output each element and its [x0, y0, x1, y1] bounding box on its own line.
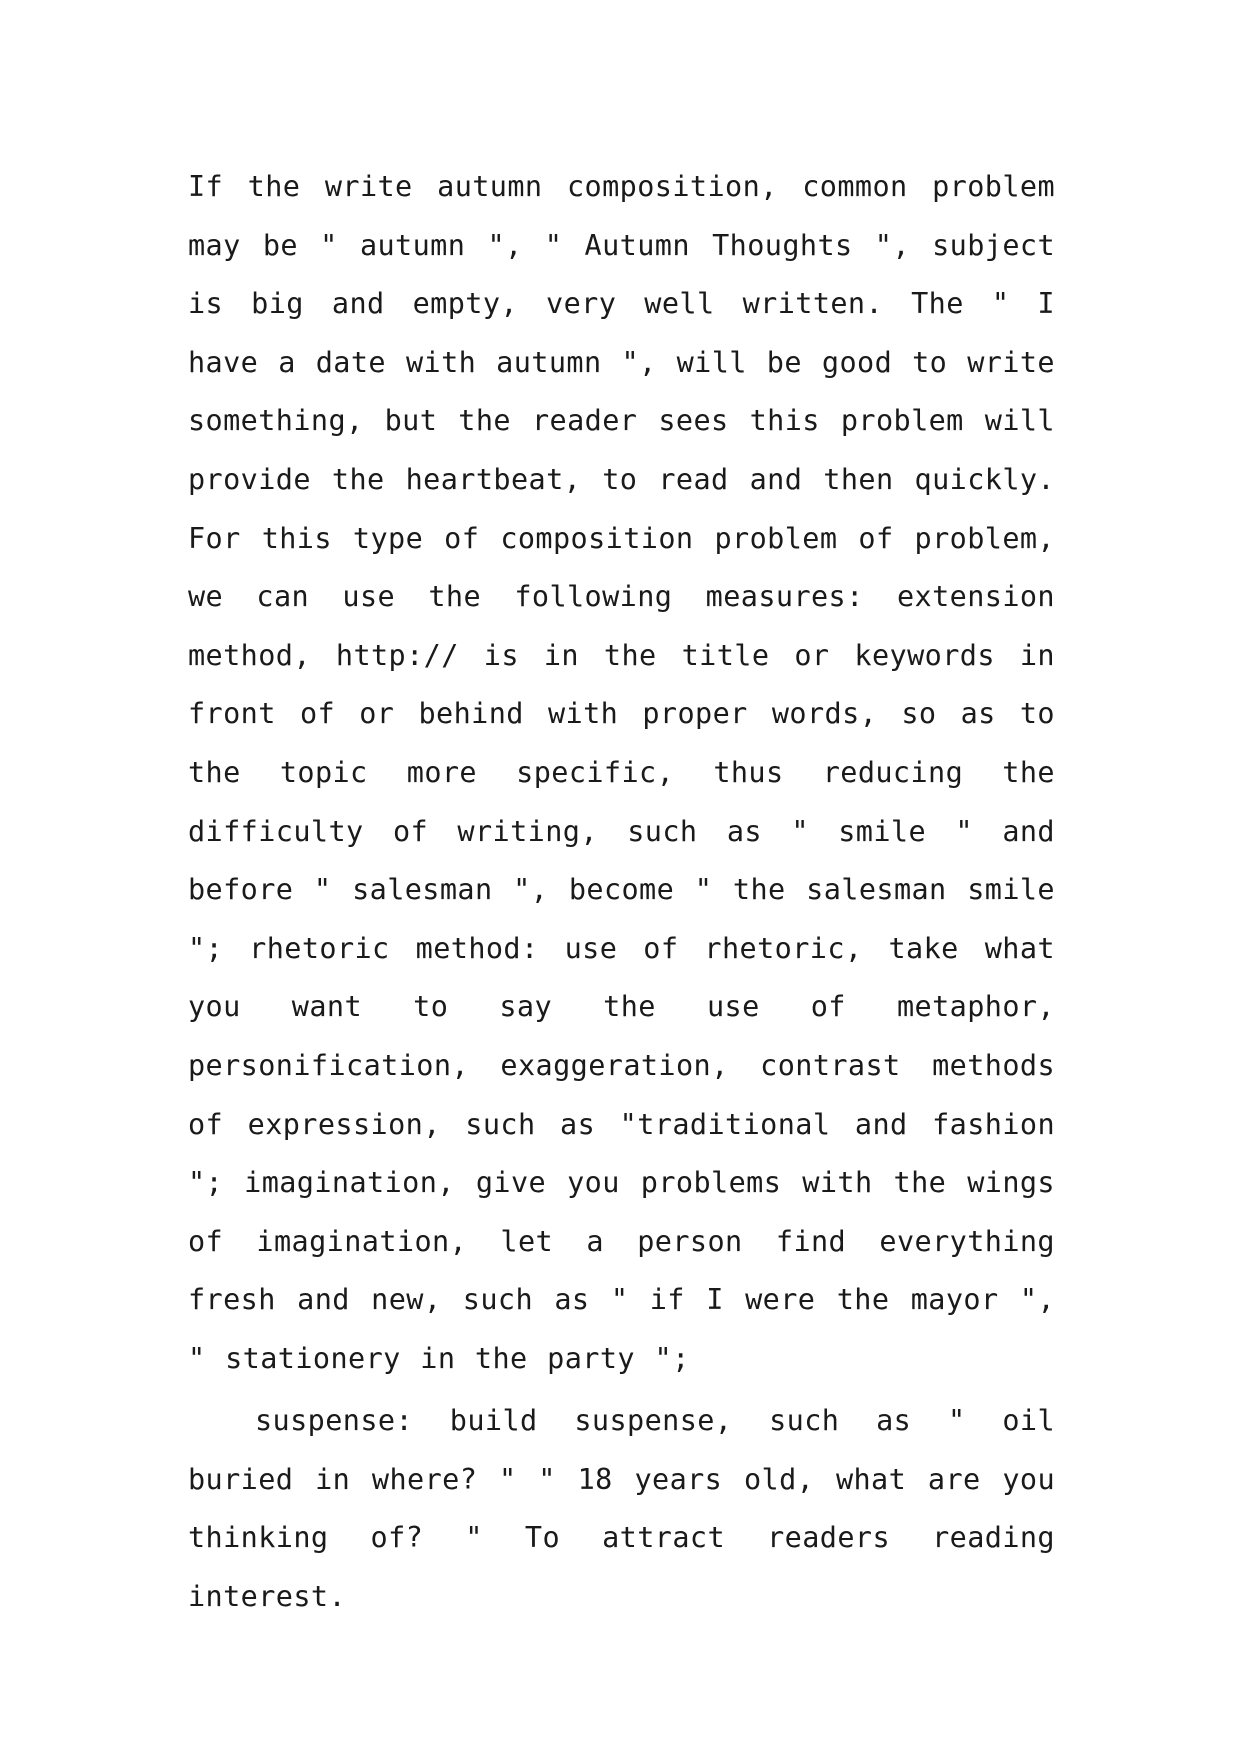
body-paragraph-1: If the write autumn composition, common problem may be " autumn ", " Autumn Thoughts ", subject is big and empty, very well written. The " I have a date with autumn ", will be good to write something, but the reader sees this problem will provide the heartbeat, to read and then quickly. For this type of composition problem of problem, we can use the following measures: extension method, http:// is in the title or keywords in front of or behind with proper words, so as to the topic more specific, thus reducing the difficulty of writing, such as " smile " and before " salesman ", become " the salesman smile "; rhetoric method: use of rhetoric, take what you want to say the use of metaphor, personification, exaggeration, contrast methods of expression, such as "traditional and fashion "; imagination, give you problems with the wings of imagination, let a person find everything fresh and new, such as " if I were the mayor ", " stationery in the party ";	[188, 170, 1055, 1375]
body-paragraph-2: suspense: build suspense, such as " oil buried in where? " " 18 years old, what are you thinking of? " To attract readers reading interest.	[188, 1404, 1055, 1613]
